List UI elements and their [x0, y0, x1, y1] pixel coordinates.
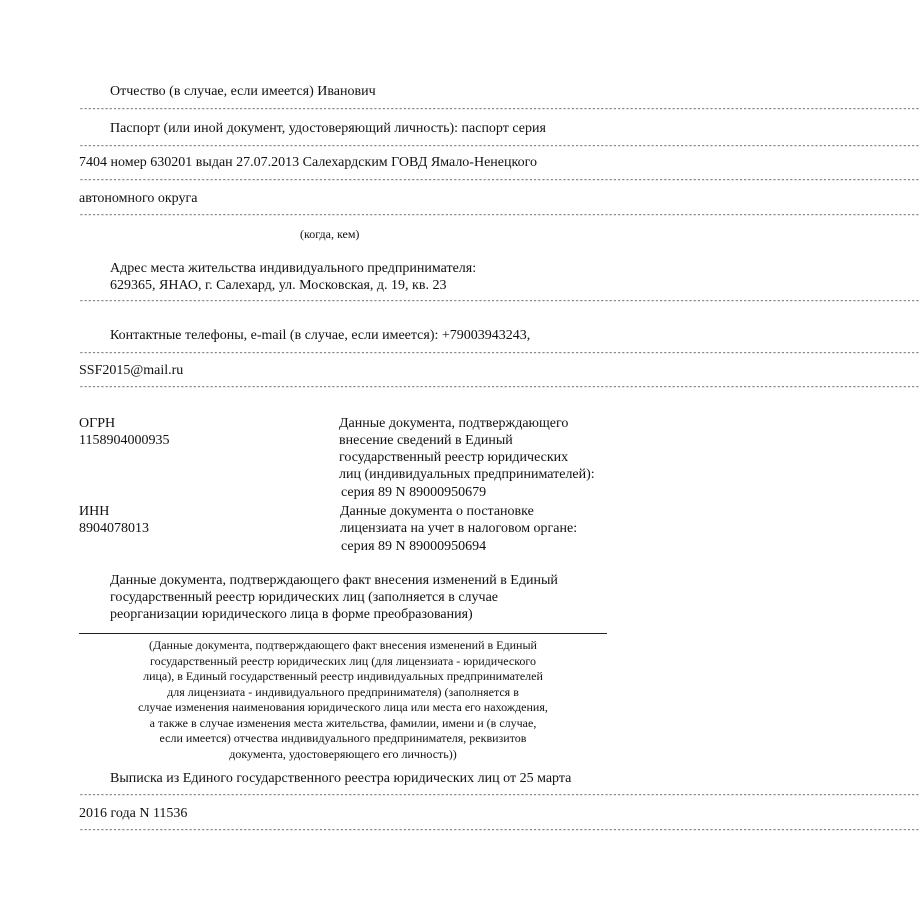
- passport-caption: (когда, кем): [300, 227, 360, 241]
- ogrn-doc-line: лиц (индивидуальных предпринимателей):: [339, 467, 595, 482]
- passport-line-3: автономного округа: [79, 191, 198, 206]
- note-line: если имеется) отчества индивидуального предпринимателя, реквизитов: [159, 731, 527, 745]
- solid-rule: [79, 633, 607, 634]
- extract-line-2: 2016 года N 11536: [79, 806, 188, 821]
- inn-doc-line: Данные документа о постановке: [340, 504, 534, 519]
- ogrn-doc-line: Данные документа, подтверждающего: [339, 416, 569, 431]
- note-line: (Данные документа, подтверждающего факт внесения изменений в Единый: [149, 638, 537, 652]
- inn-value: 8904078013: [79, 521, 149, 536]
- note-line: лица), в Единый государственный реестр индивидуальных предпринимателей: [143, 669, 543, 683]
- dashed-rule: --------------------------------------------------------------------------------------------------------------------------------------------------------------------------------------------------------: [79, 826, 919, 835]
- note-line: для лицензиата - индивидуального предпринимателя) (заполняется в: [167, 684, 519, 699]
- dashed-rule: --------------------------------------------------------------------------------------------------------------------------------------------------------------------------------------------------------: [79, 297, 919, 306]
- inn-label: ИНН: [79, 504, 110, 519]
- ogrn-value: 1158904000935: [79, 433, 170, 448]
- inn-doc-line: серия 89 N 89000950694: [341, 539, 487, 554]
- dashed-rule: --------------------------------------------------------------------------------------------------------------------------------------------------------------------------------------------------------: [79, 211, 919, 220]
- ogrn-doc-line: серия 89 N 89000950679: [341, 485, 487, 500]
- dashed-rule: --------------------------------------------------------------------------------------------------------------------------------------------------------------------------------------------------------: [79, 105, 919, 114]
- passport-line-2: 7404 номер 630201 выдан 27.07.2013 Салехардским ГОВД Ямало-Ненецкого: [79, 155, 537, 170]
- changes-line: реорганизации юридического лица в форме преобразования): [110, 607, 473, 622]
- contacts-line-1: Контактные телефоны, e-mail (в случае, если имеется): +79003943243,: [110, 328, 531, 343]
- ogrn-label: ОГРН: [79, 416, 116, 431]
- address-label: Адрес места жительства индивидуального предпринимателя:: [110, 261, 477, 276]
- dashed-rule: --------------------------------------------------------------------------------------------------------------------------------------------------------------------------------------------------------: [79, 176, 919, 185]
- changes-note: [79, 638, 607, 762]
- note-line: случае изменения наименования юридического лица или места его нахождения,: [138, 700, 548, 714]
- changes-line: Данные документа, подтверждающего факт внесения изменений в Единый: [110, 573, 558, 588]
- extract-line-1: Выписка из Единого государственного реестра юридических лиц от 25 марта: [110, 771, 572, 786]
- dashed-rule: --------------------------------------------------------------------------------------------------------------------------------------------------------------------------------------------------------: [79, 791, 919, 800]
- note-line: а также в случае изменения места жительства, фамилии, имени и (в случае,: [149, 715, 537, 730]
- ogrn-doc-line: государственный реестр юридических: [339, 450, 569, 465]
- passport-line-1: Паспорт (или иной документ, удостоверяющий личность): паспорт серия: [110, 121, 546, 136]
- dashed-rule: --------------------------------------------------------------------------------------------------------------------------------------------------------------------------------------------------------: [79, 142, 919, 151]
- patronymic-line: Отчество (в случае, если имеется) Иванович: [110, 84, 376, 99]
- ogrn-doc-line: внесение сведений в Единый: [339, 433, 513, 448]
- note-line: государственный реестр юридических лиц (для лицензиата - юридического: [149, 653, 537, 668]
- contacts-line-2: SSF2015@mail.ru: [79, 363, 184, 378]
- dashed-rule: --------------------------------------------------------------------------------------------------------------------------------------------------------------------------------------------------------: [79, 349, 919, 358]
- changes-line: государственный реестр юридических лиц (заполняется в случае: [110, 590, 498, 605]
- note-line: документа, удостоверяющего его личность)): [229, 746, 457, 761]
- dashed-rule: --------------------------------------------------------------------------------------------------------------------------------------------------------------------------------------------------------: [79, 383, 919, 392]
- inn-doc-line: лицензиата на учет в налоговом органе:: [340, 521, 578, 536]
- address-value: 629365, ЯНАО, г. Салехард, ул. Московская, д. 19, кв. 23: [110, 278, 447, 293]
